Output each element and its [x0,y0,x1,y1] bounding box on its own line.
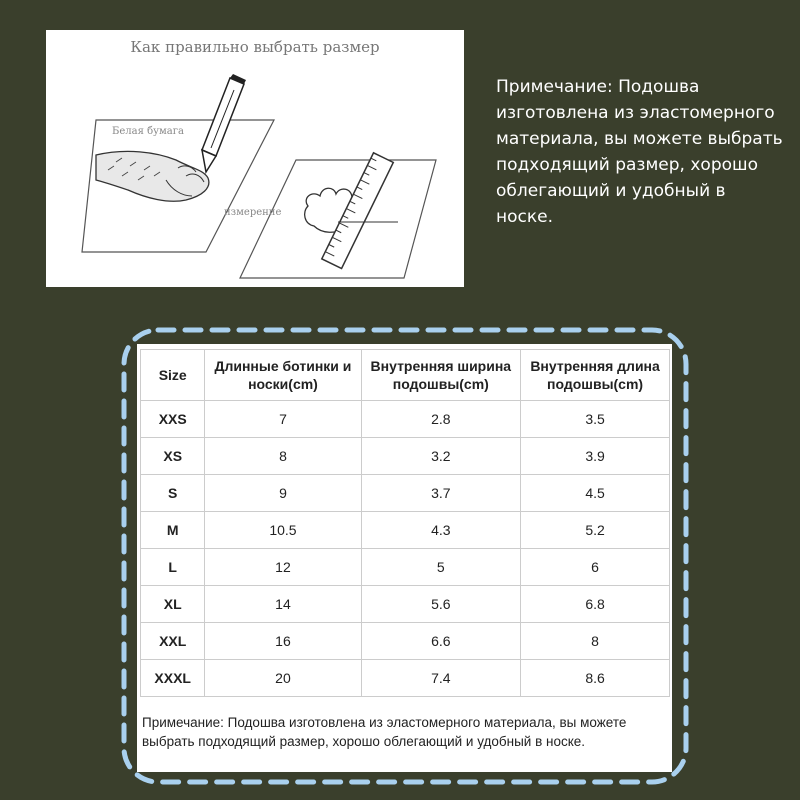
size-cell: L [141,549,205,586]
boot-length-cell: 7 [205,401,361,438]
table-header-row [141,350,670,401]
sole-length-cell: 3.5 [521,401,670,438]
paw-sketch-icon [96,151,209,201]
boot-length-cell: 16 [205,623,361,660]
table-row [141,623,670,660]
sole-length-cell: 8.6 [521,660,670,697]
paper-label: Белая бумага [112,126,184,137]
sole-width-cell: 3.2 [361,438,521,475]
table-row [141,475,670,512]
guide-title: Как правильно выбрать размер [130,38,380,56]
measuring-guide-card [46,30,464,287]
table-row [141,438,670,475]
boot-length-cell: 14 [205,586,361,623]
table-note: Примечание: Подошва изготовлена из эластомерного материала, вы можете выбрать подходящий размер, хорошо облегающий и удобный в носке. [142,715,627,749]
boot-length-cell: 10.5 [205,512,361,549]
table-row [141,549,670,586]
sole-length-cell: 6 [521,549,670,586]
size-cell: XXXL [141,660,205,697]
table-row [141,512,670,549]
sole-length-cell: 3.9 [521,438,670,475]
sole-width-cell: 2.8 [361,401,521,438]
size-cell: S [141,475,205,512]
measure-label: измерение [224,207,282,218]
material-note: Примечание: Подошва изготовлена из эластомерного материала, вы можете выбрать подходящий размер, хорошо облегающий и удобный в носке. [496,77,783,227]
table-row [141,660,670,697]
size-cell: M [141,512,205,549]
boot-length-cell: 8 [205,438,361,475]
size-cell: XS [141,438,205,475]
size-cell: XL [141,586,205,623]
sole-length-cell: 4.5 [521,475,670,512]
pencil-icon [202,74,246,172]
sole-length-cell: 8 [521,623,670,660]
size-chart-card [137,344,672,772]
sole-length-cell: 6.8 [521,586,670,623]
sole-width-cell: 6.6 [361,623,521,660]
boot-length-cell: 12 [205,549,361,586]
header-boot-length: Длинные ботинки и носки(cm) [205,350,361,401]
boot-length-cell: 9 [205,475,361,512]
sole-width-cell: 5 [361,549,521,586]
size-cell: XXL [141,623,205,660]
boot-length-cell: 20 [205,660,361,697]
table-row [141,401,670,438]
sole-width-cell: 5.6 [361,586,521,623]
size-cell: XXS [141,401,205,438]
table-row [141,586,670,623]
header-sole-length: Внутренняя длина подошвы(cm) [521,350,670,401]
header-size: Size [141,350,205,401]
sole-width-cell: 7.4 [361,660,521,697]
sole-width-cell: 3.7 [361,475,521,512]
sole-length-cell: 5.2 [521,512,670,549]
header-sole-width: Внутренняя ширина подошвы(cm) [361,350,521,401]
measuring-illustration [46,30,464,287]
ruler-icon [322,153,394,269]
size-table [140,349,670,697]
sole-width-cell: 4.3 [361,512,521,549]
